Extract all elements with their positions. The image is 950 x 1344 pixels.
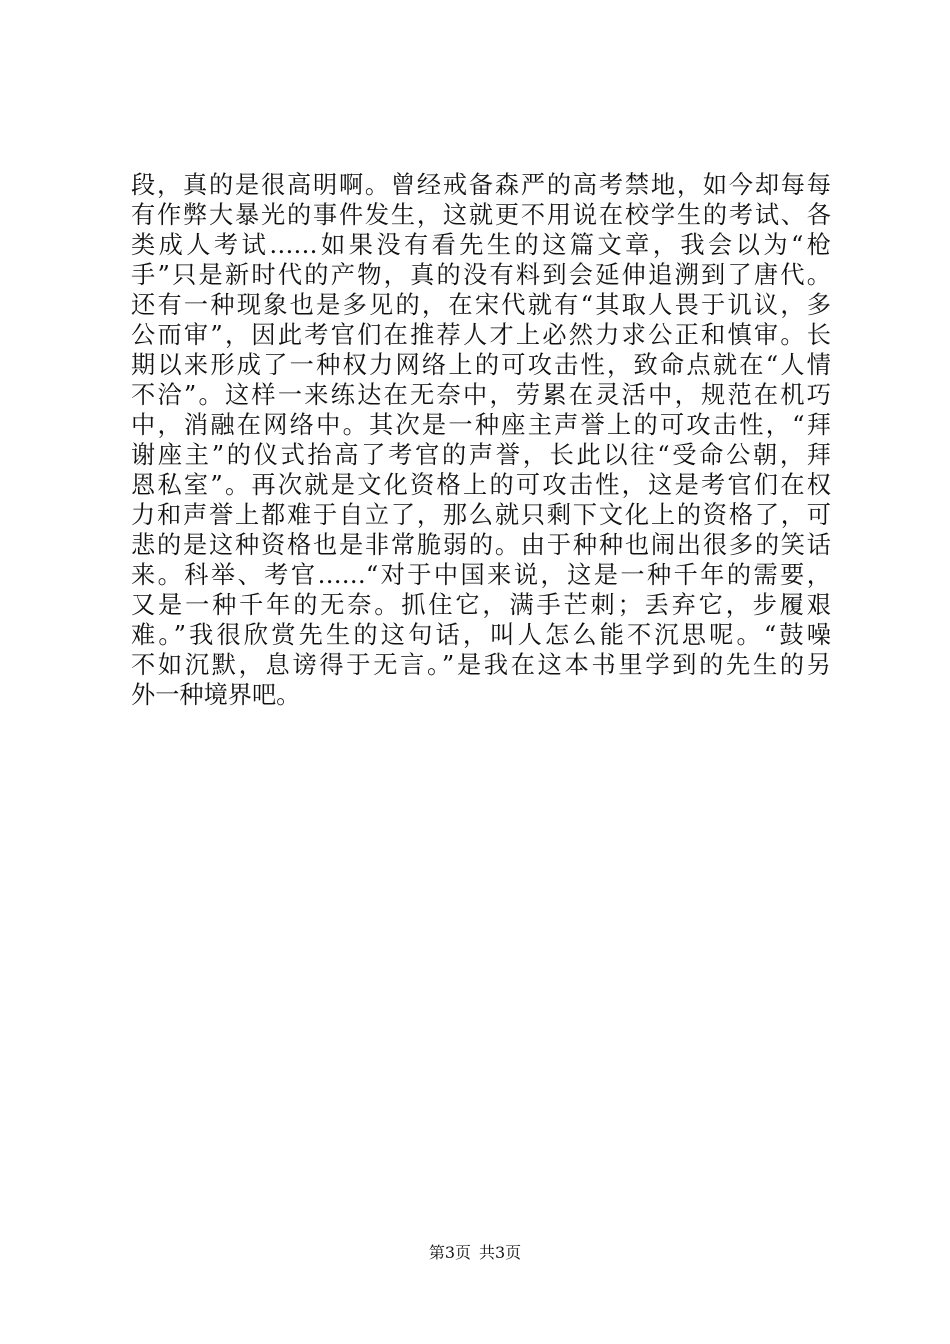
text-line: 公而审”，因此考官们在推荐人才上必然力求公正和慎审。长	[131, 321, 831, 349]
text-line: 悲的是这种资格也是非常脆弱的。由于种种也闹出很多的笑话	[131, 531, 831, 559]
text-line: 来。科举、考官……“对于中国来说，这是一种千年的需要，	[131, 561, 831, 589]
text-line: 难。”我很欣赏先生的这句话，叫人怎么能不沉思呢。“鼓噪	[131, 621, 831, 649]
page-footer	[0, 1243, 950, 1263]
page-total: 共3页	[479, 1243, 522, 1262]
text-line: 还有一种现象也是多见的，在宋代就有“其取人畏于讥议，多	[131, 291, 831, 319]
text-line-last: 外一种境界吧。	[131, 681, 301, 709]
text-line: 手”只是新时代的产物，真的没有料到会延伸追溯到了唐代。	[131, 261, 831, 289]
text-line: 恩私室”。再次就是文化资格上的可攻击性，这是考官们在权	[131, 471, 831, 499]
text-line: 段，真的是很高明啊。曾经戒备森严的高考禁地，如今却每每	[131, 171, 831, 199]
text-line: 类成人考试……如果没有看先生的这篇文章，我会以为“枪	[131, 231, 831, 259]
page-number: 第3页	[428, 1243, 471, 1262]
text-line: 不如沉默，息谤得于无言。”是我在这本书里学到的先生的另	[131, 651, 831, 679]
text-line: 期以来形成了一种权力网络上的可攻击性，致命点就在“人情	[131, 351, 831, 379]
text-line: 中，消融在网络中。其次是一种座主声誉上的可攻击性，“拜	[131, 411, 831, 439]
text-line: 力和声誉上都难于自立了，那么就只剩下文化上的资格了，可	[131, 501, 831, 529]
text-line: 不洽”。这样一来练达在无奈中，劳累在灵活中，规范在机巧	[131, 381, 831, 409]
text-line: 谢座主”的仪式抬高了考官的声誉，长此以往“受命公朝，拜	[131, 441, 831, 469]
text-line: 又是一种千年的无奈。抓住它，满手芒刺；丢弃它，步履艰	[131, 591, 831, 619]
body-text	[131, 170, 831, 710]
text-line: 有作弊大暴光的事件发生，这就更不用说在校学生的考试、各	[131, 201, 831, 229]
